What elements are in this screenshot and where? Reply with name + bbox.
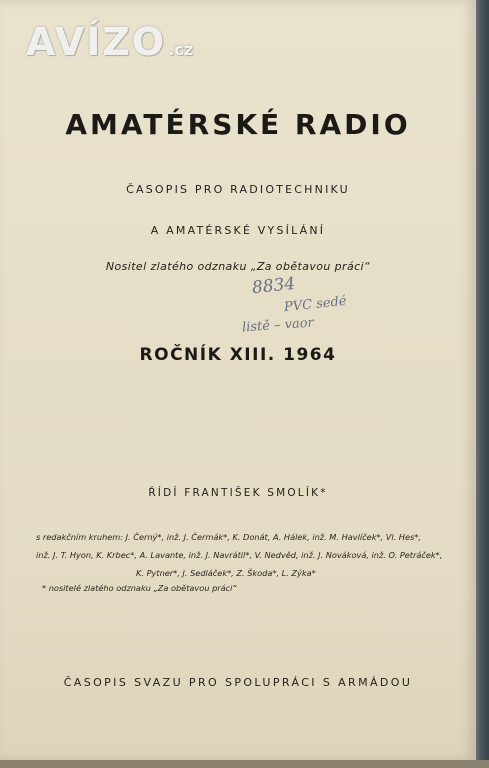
subtitle-line-1: ČASOPIS PRO RADIOTECHNIKU <box>126 183 350 196</box>
footnote: * nositelé zlatého odznaku „Za obětavou práci“ <box>42 583 237 593</box>
award-line: Nositel zlatého odznaku „Za obětavou práci“ <box>105 260 371 273</box>
watermark-tld: .cz <box>168 40 194 59</box>
credits-line-2: inž. J. T. Hyon, K. Krbec*, A. Lavante, inž. J. Navrátil*, V. Nedvěd, inž. J. Nováková, inž. O. Petráček*, <box>36 550 443 560</box>
page-edge <box>476 0 489 768</box>
subtitle-line-2: A AMATÉRSKÉ VYSÍLÁNÍ <box>150 224 326 237</box>
publisher-footer: ČASOPIS SVAZU PRO SPOLUPRÁCI S ARMÁDOU <box>63 676 413 689</box>
credits-line-3: K. Pytner*, J. Sedláček*, Z. Škoda*, L. Zýka* <box>136 568 316 578</box>
handwritten-note-1: PVC sedé <box>283 293 348 316</box>
handwritten-number: 8834 <box>251 273 297 299</box>
editorial-board <box>36 528 466 582</box>
page-bottom-edge <box>0 760 489 768</box>
avizo-watermark <box>26 20 193 64</box>
handwritten-note-2: listě – vaor <box>241 315 315 336</box>
magazine-title: AMATÉRSKÉ RADIO <box>65 108 411 141</box>
watermark-brand: AVÍZO <box>26 20 167 64</box>
editor-in-chief: ŘÍDÍ FRANTIŠEK SMOLÍK* <box>148 487 328 499</box>
credits-line-1: s redakčním kruhem: J. Černý*, inž. J. Čermák*, K. Donát, A. Hálek, inž. M. Havlíček*, Vl. Hes*, <box>36 532 421 542</box>
volume-year: ROČNÍK XIII. 1964 <box>139 345 337 365</box>
